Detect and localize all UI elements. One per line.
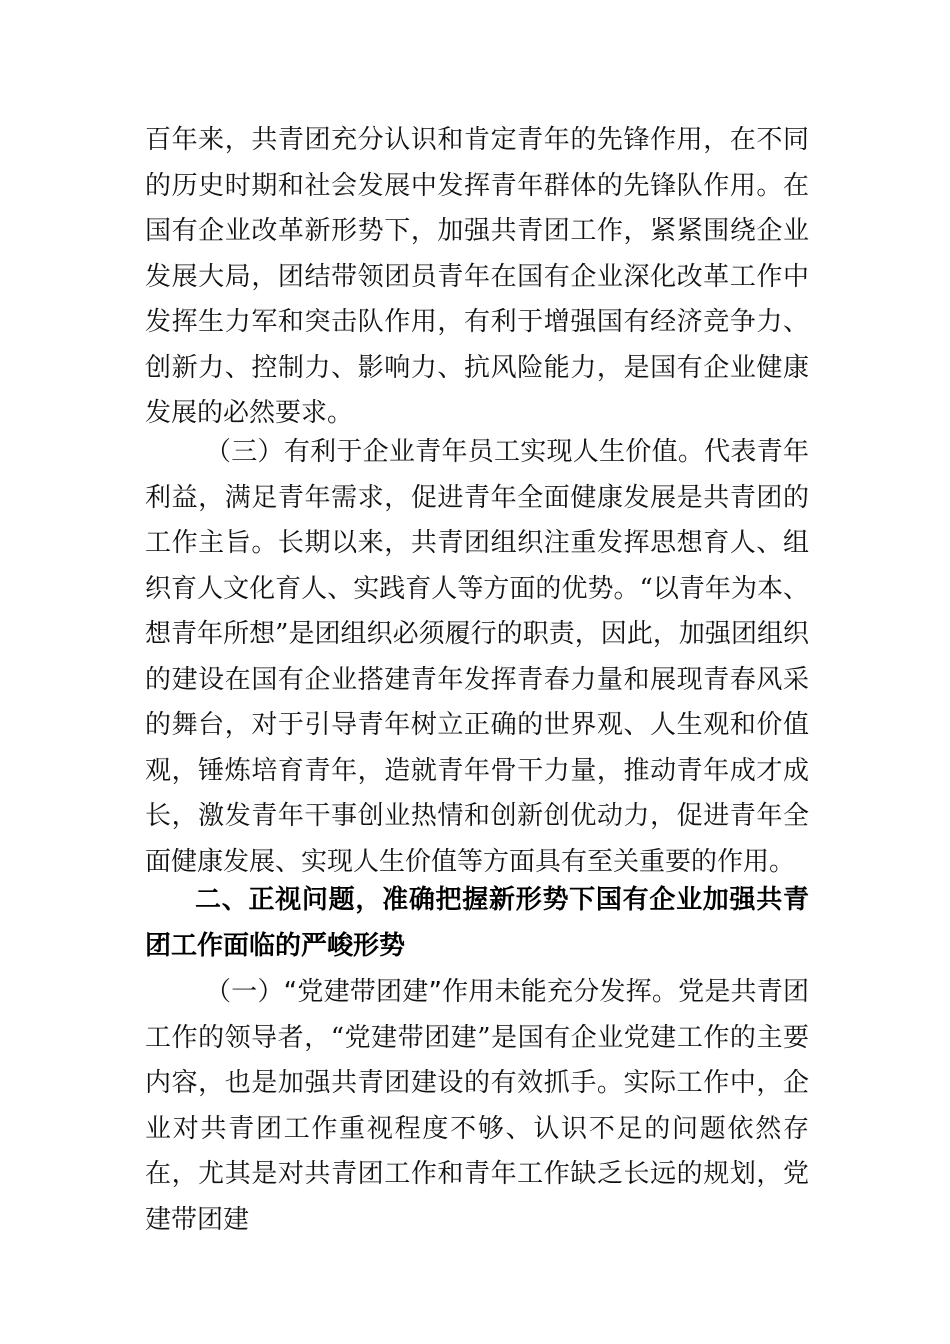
paragraph-section-one [145,970,809,1243]
section-one-body: 党是共青团工作的领导者，“党建带团建”是国有企业党建工作的主要内容，也是加强共青团建设的有效抓手。实际工作中，企业对共青团工作重视程度不够、认识不足的问题依然存在，尤其是对共青团工作和青年工作缺乏长远的规划，党建带团建 [145,977,809,1235]
paragraph-section-three [145,430,809,885]
section-heading-two: 二、正视问题，准确把握新形势下国有企业加强共青团工作面临的严峻形势 [145,885,809,961]
section-three-lead: （三）有利于企业青年员工实现人生价值。 [205,437,705,467]
section-three-body: 代表青年利益，满足青年需求，促进青年全面健康发展是共青团的工作主旨。长期以来，共青团组织注重发挥思想育人、组织育人文化育人、实践育人等方面的优势。“以青年为本、想青年所想”是团组织必须履行的职责，因此，加强团组织的建设在国有企业搭建青年发挥青春力量和展现青春风采的舞台，对于引导青年树立正确的世界观、人生观和价值观，锤炼培育青年，造就青年骨干力量，推动青年成才成长，激发青年干事创业热情和创新创优动力，促进青年全面健康发展、实现人生价值等方面具有至关重要的作用。 [145,437,809,877]
section-one-lead: （一）“党建带团建”作用未能充分发挥。 [205,977,679,1007]
paragraph-continuation: 百年来，共青团充分认识和肯定青年的先锋作用，在不同的历史时期和社会发展中发挥青年群体的先锋队作用。在国有企业改革新形势下，加强共青团工作，紧紧围绕企业发展大局，团结带领团员青年在国有企业深化改革工作中发挥生力军和突击队作用，有利于增强国有经济竞争力、创新力、控制力、影响力、抗风险能力，是国有企业健康发展的必然要求。 [145,125,809,428]
